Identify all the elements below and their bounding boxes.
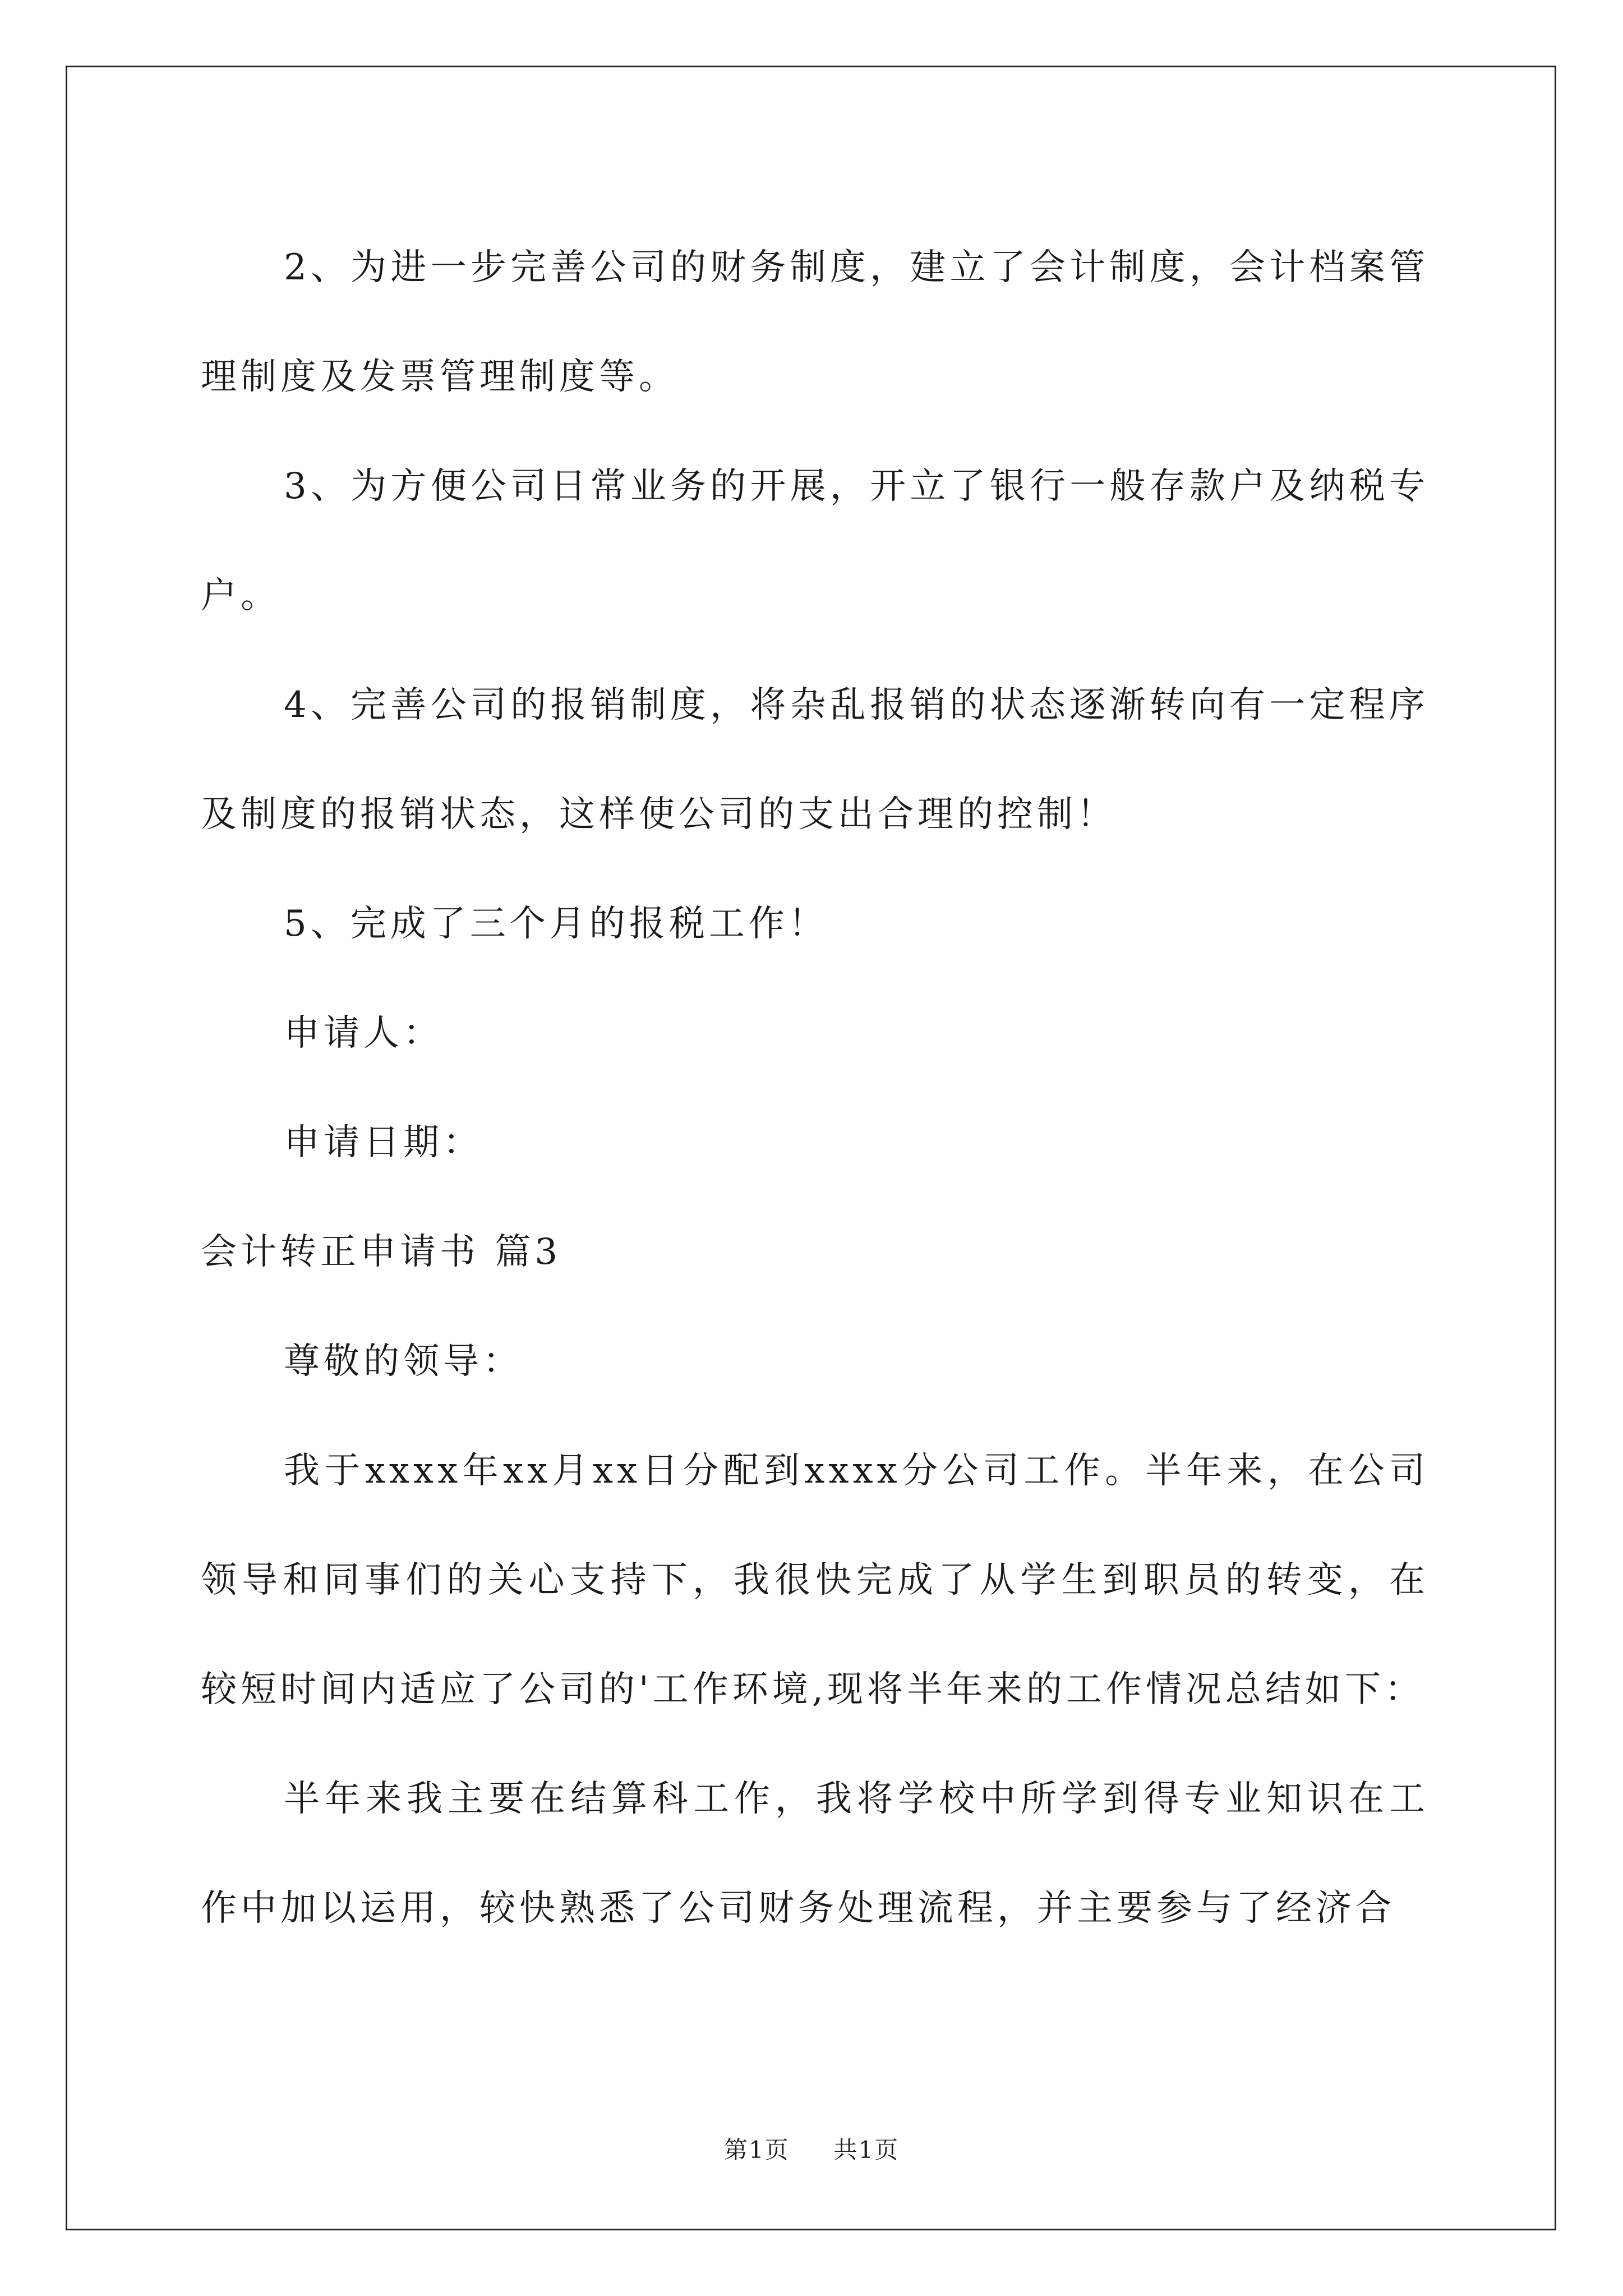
document-body [201, 213, 1429, 1963]
paragraph: 5、完成了三个月的报税工作！ [284, 903, 828, 945]
page-footer [0, 2132, 1623, 2165]
salutation: 尊敬的领导： [284, 1341, 523, 1382]
page-number: 第1页 [723, 2136, 790, 2164]
applicant-label: 申请人： [284, 1013, 443, 1054]
paragraph: 半年来我主要在结算科工作，我将学校中所学到得专业知识在工作中加以运用，较快熟悉了公司财务处理流程，并主要参与了经济合 [201, 1778, 1429, 1929]
paragraph: 4、完善公司的报销制度，将杂乱报销的状态逐渐转向有一定程序及制度的报销状态，这样使公司的支出合理的控制！ [201, 684, 1429, 835]
page-total: 共1页 [833, 2136, 900, 2164]
paragraph: 2、为进一步完善公司的财务制度，建立了会计制度，会计档案管理制度及发票管理制度等。 [201, 247, 1429, 398]
paragraph: 3、为方便公司日常业务的开展，开立了银行一般存款户及纳税专户。 [201, 466, 1429, 616]
section-heading: 会计转正申请书 篇3 [201, 1231, 562, 1273]
application-date-label: 申请日期： [284, 1122, 483, 1163]
paragraph: 我于xxxx年xx月xx日分配到xxxx分公司工作。半年来，在公司领导和同事们的关心支持下，我很快完成了从学生到职员的转变，在较短时间内适应了公司的'工作环境,现将半年来的工作情况总结如下： [201, 1450, 1429, 1710]
